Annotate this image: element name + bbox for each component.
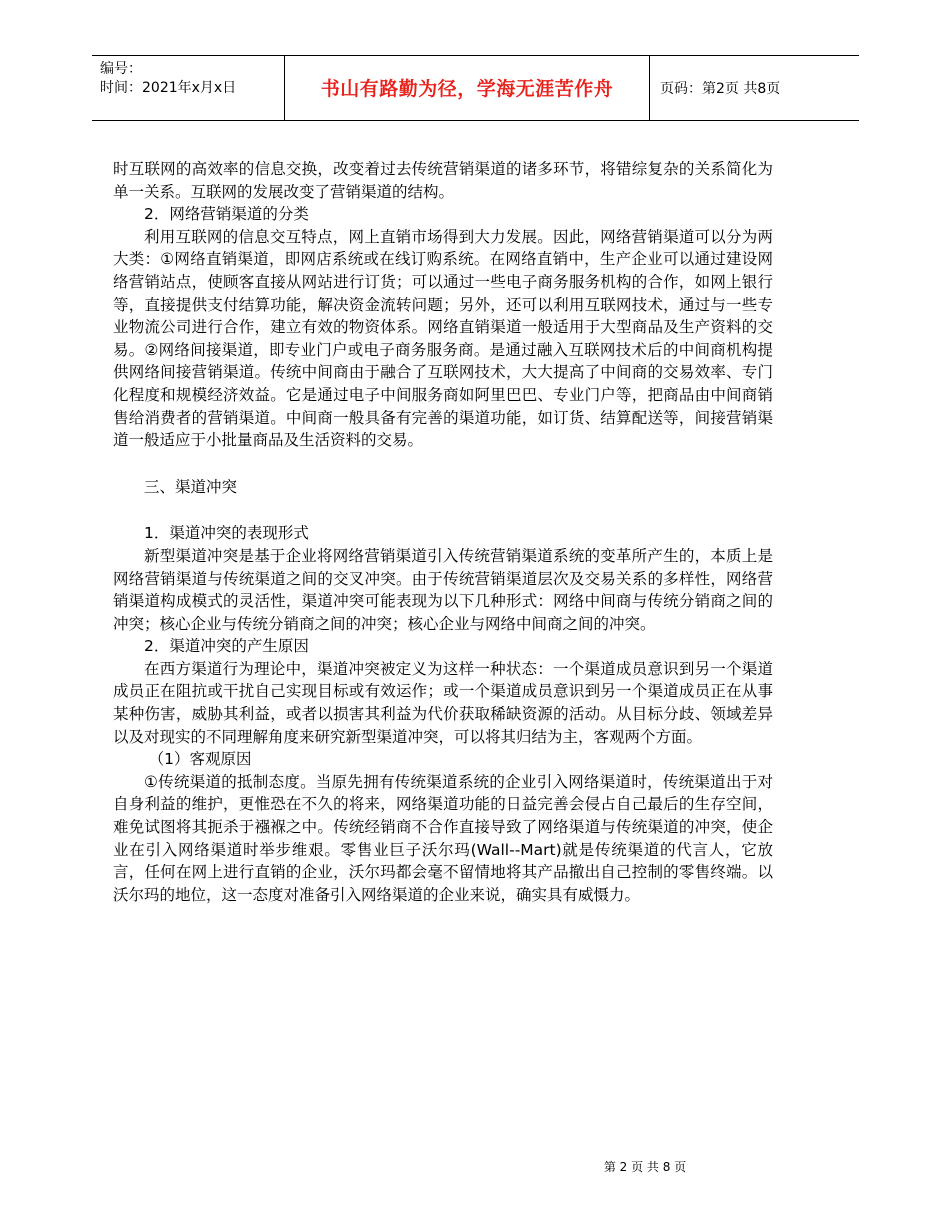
document-body: [113, 158, 773, 906]
number-label: 编号：: [100, 61, 142, 77]
paragraph: ①传统渠道的抵制态度。当原先拥有传统渠道系统的企业引入网络渠道时，传统渠道出于对自身利益的维护，更惟恐在不久的将来，网络渠道功能的日益完善会侵占自己最后的生存空间，难免试图将其扼杀于襁褓之中。传统经销商不合作直接导致了网络渠道与传统渠道的冲突，使企业在引入网络渠道时举步维艰。零售业巨子沃尔玛(Wall--Mart)就是传统渠道的代言人，它放言，任何在网上进行直销的企业，沃尔玛都会毫不留情地将其产品撤出自己控制的零售终端。以沃尔玛的地位，这一态度对准备引入网络渠道的企业来说，确实具有威慑力。: [113, 772, 773, 904]
paragraph: 时互联网的高效率的信息交换，改变着过去传统营销渠道的诸多环节，将错综复杂的关系简化为单一关系。互联网的发展改变了营销渠道的结构。: [113, 160, 773, 201]
subheading: 2．网络营销渠道的分类: [144, 205, 309, 224]
header-meta: [100, 60, 236, 98]
page-footer: 第 2 页 共 8 页: [603, 1160, 687, 1174]
spacer: [113, 452, 773, 476]
subheading: （1）客观原因: [148, 750, 252, 769]
subheading: 1．渠道冲突的表现形式: [144, 524, 309, 543]
paragraph: 新型渠道冲突是基于企业将网络营销渠道引入传统营销渠道系统的变革所产生的，本质上是网络营销渠道与传统渠道之间的交叉冲突。由于传统营销渠道层次及交易关系的多样性，网络营销渠道构成模式的灵活性，渠道冲突可能表现为以下几种形式：网络中间商与传统分销商之间的冲突；核心企业与传统分销商之间的冲突；核心企业与网络中间商之间的冲突。: [113, 546, 773, 633]
paragraph: 在西方渠道行为理论中，渠道冲突被定义为这样一种状态：一个渠道成员意识到另一个渠道成员正在阻抗或干扰自己实现目标或有效运作；或一个渠道成员意识到另一个渠道成员正在从事某种伤害，威胁其利益，或者以损害其利益为代价获取稀缺资源的活动。从目标分歧、领域差异以及对现实的不同理解角度来研究新型渠道冲突，可以将其归结为主，客观两个方面。: [113, 659, 773, 746]
subheading: 2．渠道冲突的产生原因: [144, 637, 309, 656]
section-heading: 三、渠道冲突: [144, 477, 238, 496]
header-divider: [649, 56, 650, 120]
time-label: 时间：2021年x月x日: [100, 80, 237, 96]
paragraph: 利用互联网的信息交互特点，网上直销市场得到大力发展。因此，网络营销渠道可以分为两大类：①网络直销渠道，即网店系统或在线订购系统。在网络直销中，生产企业可以通过建设网络营销站点，使顾客直接从网站进行订货；可以通过一些电子商务服务机构的合作，如网上银行等，直接提供支付结算功能，解决资金流转问题；另外，还可以利用互联网技术，通过与一些专业物流公司进行合作，建立有效的物资体系。网络直销渠道一般适用于大型商品及生产资料的交易。②网络间接渠道，即专业门户或电子商务服务商。是通过融入互联网技术后的中间商机构提供网络间接营销渠道。传统中间商由于融合了互联网技术，大大提高了中间商的交易效率、专门化程度和规模经济效益。它是通过电子中间服务商如阿里巴巴、专业门户等，把商品由中间商销售给消费者的营销渠道。中间商一般具备有完善的渠道功能，如订货、结算配送等，间接营销渠道一般适应于小批量商品及生活资料的交易。: [113, 227, 773, 450]
header-motto: 书山有路勤为径，学海无涯苦作舟: [320, 78, 614, 100]
header-page-info: 页码：第2页 共8页: [660, 81, 781, 97]
spacer: [113, 498, 773, 522]
page-header: [92, 55, 859, 121]
